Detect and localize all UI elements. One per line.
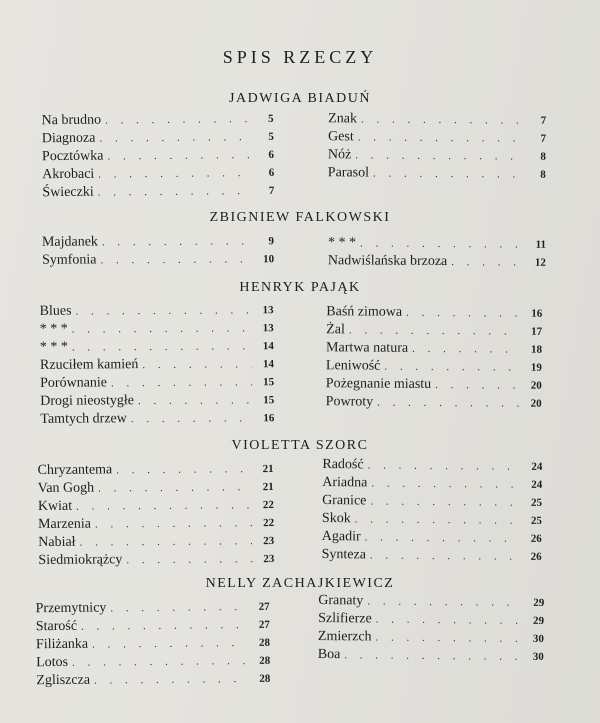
toc-entry: Majdanek . . . 9 bbox=[42, 233, 274, 253]
toc-entry: Van Gogh . . . 21 bbox=[38, 479, 274, 499]
toc-entry: Starość . . . 27 bbox=[36, 617, 270, 637]
toc-entry: Przemytnicy . . . 27 bbox=[36, 599, 270, 619]
toc-entry: Powroty . . . 20 bbox=[326, 394, 542, 414]
toc-entry: Symfonia . . . 10 bbox=[42, 251, 274, 271]
toc-entry: Rzuciłem kamień . . . 14 bbox=[40, 356, 274, 376]
toc-column-left bbox=[40, 302, 275, 430]
toc-entry: Radość . . . 24 bbox=[322, 457, 542, 477]
toc-entry: Pocztówka . . . 6 bbox=[42, 147, 274, 167]
toc-column-right bbox=[318, 593, 545, 667]
toc-entry: Tamtych drzew . . . 16 bbox=[40, 410, 274, 430]
toc-entry: Porównanie . . . 15 bbox=[40, 374, 274, 394]
toc-entry: Kwiat . . . 22 bbox=[38, 497, 274, 517]
toc-entry: Szlifierze . . . 29 bbox=[318, 611, 544, 631]
toc-column-right bbox=[326, 304, 543, 414]
toc-entry: * * * . . . 14 bbox=[40, 338, 274, 358]
author-heading: NELLY ZACHAJKIEWICZ bbox=[205, 576, 395, 591]
toc-entry: Granice . . . 25 bbox=[322, 493, 542, 513]
toc-entry: Filiżanka . . . 28 bbox=[36, 635, 270, 655]
toc-entry: Drogi nieostygłe . . . 15 bbox=[40, 392, 274, 412]
toc-entry: Nadwiślańska brzoza . . . 12 bbox=[328, 253, 546, 273]
toc-entry: Znak . . . 7 bbox=[328, 111, 546, 131]
toc-entry: Zmierzch . . . 30 bbox=[318, 629, 544, 649]
toc-entry: Pożegnanie miastu . . . 20 bbox=[326, 376, 542, 396]
toc-entry: Synteza . . . 26 bbox=[322, 547, 542, 567]
toc-entry: Lotos . . . 28 bbox=[36, 653, 270, 673]
toc-entry: * * * . . . 11 bbox=[328, 235, 546, 255]
toc-entry: * * * . . . 13 bbox=[40, 320, 274, 340]
toc-column-right bbox=[328, 235, 546, 273]
toc-column-left bbox=[42, 111, 275, 203]
toc-entry: Martwa natura . . . 18 bbox=[326, 340, 542, 360]
toc-column-left bbox=[36, 599, 271, 691]
toc-entry: Blues . . . 13 bbox=[40, 302, 274, 322]
toc-column-left bbox=[38, 461, 275, 571]
toc-entry: Nabiał . . . 23 bbox=[38, 533, 274, 553]
toc-entry: Parasol . . . 8 bbox=[328, 165, 546, 185]
author-heading: ZBIGNIEW FALKOWSKI bbox=[209, 210, 391, 225]
author-heading: JADWIGA BIADUŃ bbox=[229, 91, 371, 106]
toc-column-right bbox=[328, 111, 546, 185]
author-heading: VIOLETTA SZORC bbox=[231, 438, 369, 453]
toc-entry: Diagnoza . . . 5 bbox=[42, 129, 274, 149]
toc-entry: Akrobaci . . . 6 bbox=[42, 165, 274, 185]
toc-entry: Skok . . . 25 bbox=[322, 511, 542, 531]
toc-entry: Boa . . . 30 bbox=[318, 647, 544, 667]
toc-entry: Świeczki . . . 7 bbox=[42, 183, 274, 203]
toc-entry: Granaty . . . 29 bbox=[318, 593, 544, 613]
page-title: SPIS RZECZY bbox=[222, 47, 378, 67]
toc-entry: Leniwość . . . 19 bbox=[326, 358, 542, 378]
toc-entry: Baśń zimowa . . . 16 bbox=[326, 304, 542, 324]
author-heading: HENRYK PAJĄK bbox=[239, 280, 361, 295]
toc-entry: Marzenia . . . 22 bbox=[38, 515, 274, 535]
toc-entry: Agadir . . . 26 bbox=[322, 529, 542, 549]
toc-entry: Siedmiokrążcy . . . 23 bbox=[38, 551, 274, 571]
toc-entry: Chryzantema . . . 21 bbox=[38, 461, 274, 481]
toc-column-right bbox=[322, 457, 543, 567]
toc-entry: Nóż . . . 8 bbox=[328, 147, 546, 167]
toc-entry: Gest . . . 7 bbox=[328, 129, 546, 149]
toc-entry: Ariadna . . . 24 bbox=[322, 475, 542, 495]
toc-entry: Zgliszcza . . . 28 bbox=[36, 671, 270, 691]
toc-column-left bbox=[42, 233, 274, 271]
toc-entry: Żal . . . 17 bbox=[326, 322, 542, 342]
toc-entry: Na brudno . . . 5 bbox=[42, 111, 274, 131]
